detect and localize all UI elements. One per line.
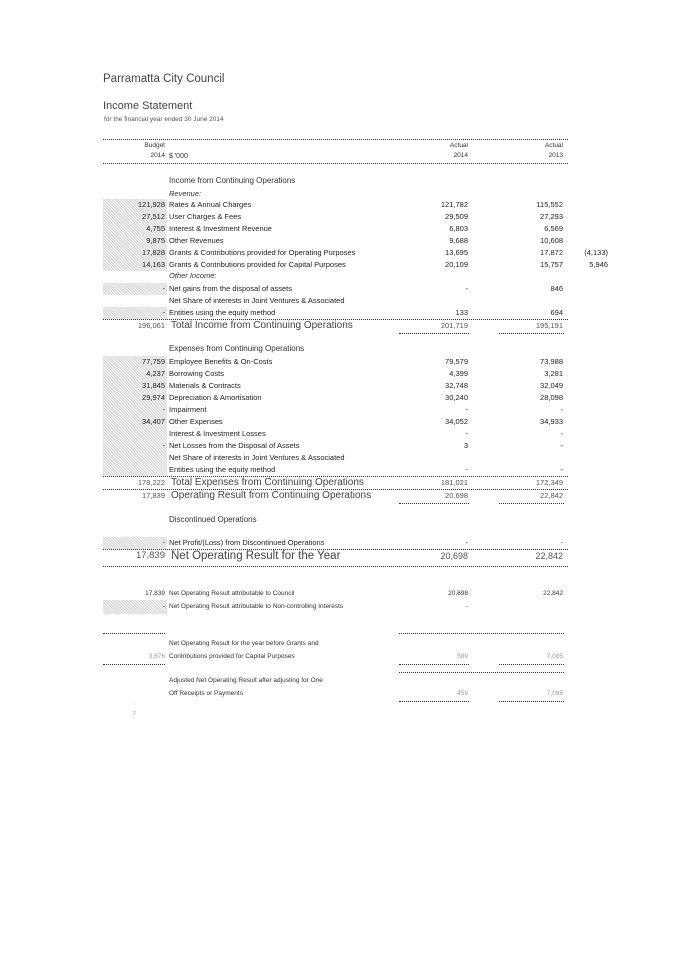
before-grants-row bbox=[103, 650, 573, 664]
statement-period: for the financial year ended 30 June 2014 bbox=[104, 116, 224, 123]
other-income-heading: Other Income: bbox=[169, 271, 217, 280]
actual-2014-header-line2: 2014 bbox=[453, 152, 468, 159]
budget-value: 17,839 bbox=[142, 491, 165, 500]
actual-2014-value: 13,695 bbox=[445, 248, 468, 257]
actual-2014-value: 20,109 bbox=[445, 260, 468, 269]
actual-2013-value: - bbox=[560, 429, 563, 438]
table-row bbox=[103, 428, 609, 440]
row-label: Net Share of interests in Joint Ventures & Associated bbox=[169, 453, 345, 462]
actual-2014-value: - bbox=[465, 465, 468, 474]
adjusted-row bbox=[103, 687, 573, 701]
actual-2013-value: 32,049 bbox=[540, 381, 563, 390]
actual-2014-value: 20,698 bbox=[440, 551, 468, 561]
budget-value: - bbox=[103, 404, 167, 416]
actual-2014-header bbox=[393, 142, 468, 159]
budget-value: 196,061 bbox=[137, 321, 165, 330]
discontinued-heading: Discontinued Operations bbox=[169, 515, 257, 524]
row-label: Net gains from the disposal of assets bbox=[169, 284, 292, 293]
budget-value: - bbox=[103, 440, 167, 452]
operating-result-row bbox=[103, 489, 609, 503]
adjusted-label-line1 bbox=[103, 674, 573, 688]
actual-2013-value: 22,842 bbox=[540, 491, 563, 500]
actual-2014-value: 30,240 bbox=[445, 393, 468, 402]
actual-2013-value: 22,842 bbox=[543, 590, 563, 597]
actual-2014-value: 459 bbox=[457, 690, 468, 697]
budget-value: - bbox=[103, 600, 167, 614]
table-row bbox=[103, 587, 573, 601]
actual-2014-value: 79,579 bbox=[445, 357, 468, 366]
budget-value: 17,839 bbox=[135, 550, 165, 561]
actual-2013-value: - bbox=[560, 441, 563, 450]
block-rule bbox=[499, 701, 564, 702]
table-row bbox=[103, 223, 609, 235]
budget-value bbox=[103, 295, 167, 307]
table-row bbox=[103, 283, 609, 295]
statement-title: Income Statement bbox=[103, 100, 193, 112]
budget-value: 9,875 bbox=[103, 235, 167, 247]
table-row bbox=[103, 247, 609, 259]
row-label: Net Operating Result for the year before Grants and bbox=[169, 640, 319, 647]
stray-mark: 2 bbox=[133, 711, 136, 717]
budget-value: 121,928 bbox=[103, 199, 167, 211]
row-label: Rates & Annual Charges bbox=[169, 200, 252, 209]
row-label: Net Operating Result attributable to Council bbox=[169, 590, 295, 597]
budget-header-line2: 2014 bbox=[150, 152, 165, 159]
actual-2013-header bbox=[493, 142, 563, 159]
actual-2013-value: - bbox=[560, 405, 563, 414]
actual-2013-value: 6,569 bbox=[544, 224, 563, 233]
budget-value: 3,676 bbox=[148, 653, 165, 660]
budget-value: 27,512 bbox=[103, 211, 167, 223]
stray-mark: , bbox=[133, 699, 135, 705]
row-label: Off Receipts or Payments bbox=[169, 690, 243, 697]
actual-2014-value: - bbox=[465, 405, 468, 414]
revenue-heading: Revenue: bbox=[169, 189, 202, 198]
row-label: Net Operating Result attributable to Non-controlling Interests bbox=[169, 603, 344, 610]
actual-2014-value: 589 bbox=[457, 653, 468, 660]
actual-2014-value: 20,698 bbox=[448, 590, 468, 597]
table-row bbox=[103, 235, 609, 247]
actual-2013-value: 17,872 bbox=[540, 248, 563, 257]
table-row bbox=[103, 356, 609, 368]
row-label: Interest & Investment Losses bbox=[169, 429, 266, 438]
block-rule bbox=[399, 672, 564, 673]
actual-2013-value: 3,281 bbox=[544, 369, 563, 378]
table-row bbox=[103, 259, 609, 271]
organisation-name: Parramatta City Council bbox=[103, 73, 225, 85]
actual-2013-value: 7,085 bbox=[546, 653, 563, 660]
table-row bbox=[103, 440, 609, 452]
budget-header bbox=[103, 142, 165, 159]
budget-value: 77,759 bbox=[103, 356, 167, 368]
row-label: Interest & Investment Revenue bbox=[169, 224, 272, 233]
budget-value: 14,163 bbox=[103, 259, 167, 271]
net-result-rule bbox=[103, 566, 568, 567]
table-row bbox=[103, 464, 609, 476]
row-label: Net Operating Result for the Year bbox=[171, 550, 341, 562]
table-row bbox=[103, 295, 609, 307]
row-label: Depreciation & Amortisation bbox=[169, 393, 262, 402]
row-label: Borrowing Costs bbox=[169, 369, 225, 378]
actual-2013-value: 694 bbox=[550, 308, 563, 317]
column-header-rule bbox=[103, 163, 568, 164]
row-label: Other Expenses bbox=[169, 417, 223, 426]
actual-2013-value: - bbox=[560, 465, 563, 474]
budget-value: 17,828 bbox=[103, 247, 167, 259]
row-label: Impairment bbox=[169, 405, 207, 414]
block-rule bbox=[103, 664, 165, 665]
actual-2014-header-line1: Actual bbox=[449, 142, 468, 149]
row-label: Grants & Contributions provided for Operating Purposes bbox=[169, 248, 356, 257]
table-row bbox=[103, 452, 609, 464]
budget-value: 29,974 bbox=[103, 392, 167, 404]
budget-value: 4,755 bbox=[103, 223, 167, 235]
net-result-row bbox=[103, 549, 609, 565]
row-label: Entities using the equity method bbox=[169, 308, 276, 317]
actual-2014-value: 3 bbox=[463, 441, 468, 450]
block-rule bbox=[399, 664, 469, 665]
adjustment-value: 5,946 bbox=[589, 260, 608, 269]
total-underline bbox=[499, 333, 564, 334]
budget-value: - bbox=[103, 537, 167, 549]
actual-2014-value: 9,688 bbox=[449, 236, 468, 245]
actual-2014-value: - bbox=[465, 538, 468, 547]
actual-2013-value: 846 bbox=[550, 284, 563, 293]
actual-2013-value: 7,098 bbox=[546, 690, 563, 697]
actual-2014-value: 34,052 bbox=[445, 417, 468, 426]
budget-value: 34,407 bbox=[103, 416, 167, 428]
actual-2013-value: 172,349 bbox=[535, 478, 563, 487]
table-row bbox=[103, 404, 609, 416]
table-row bbox=[103, 368, 609, 380]
row-label: Materials & Contracts bbox=[169, 381, 241, 390]
row-label: Total Income from Continuing Operations bbox=[171, 320, 353, 331]
before-grants-label-line1 bbox=[103, 637, 573, 651]
income-heading: Income from Continuing Operations bbox=[169, 176, 296, 185]
table-row bbox=[103, 199, 609, 211]
budget-header-line1: Budget bbox=[144, 142, 165, 149]
result-underline bbox=[499, 503, 564, 504]
actual-2013-value: 73,988 bbox=[540, 357, 563, 366]
actual-2014-value: 181,021 bbox=[440, 478, 468, 487]
actual-2014-value: - bbox=[465, 284, 468, 293]
adjustment-value: (4,133) bbox=[584, 248, 608, 257]
actual-2013-value: 34,933 bbox=[540, 417, 563, 426]
table-row bbox=[103, 537, 609, 549]
table-row bbox=[103, 600, 573, 614]
block-rule bbox=[399, 633, 564, 634]
total-income-row bbox=[103, 319, 609, 333]
budget-value bbox=[103, 428, 167, 440]
budget-value: 4,237 bbox=[103, 368, 167, 380]
table-row bbox=[103, 380, 609, 392]
row-label: Net Profit/(Loss) from Discontinued Operations bbox=[169, 538, 325, 547]
row-label: Entities using the equity method bbox=[169, 465, 276, 474]
row-label: Adjusted Net Operating Result after adjusting for One bbox=[169, 677, 323, 684]
budget-value bbox=[103, 464, 167, 476]
row-label: Total Expenses from Continuing Operations bbox=[171, 477, 364, 488]
row-label: Net Share of interests in Joint Ventures & Associated bbox=[169, 296, 345, 305]
actual-2013-value: 10,608 bbox=[540, 236, 563, 245]
table-row bbox=[103, 416, 609, 428]
row-label: Operating Result from Continuing Operations bbox=[171, 490, 372, 501]
actual-2014-value: 121,782 bbox=[440, 200, 468, 209]
block-rule bbox=[103, 633, 165, 634]
block-rule bbox=[399, 701, 469, 702]
actual-2013-value: - bbox=[560, 538, 563, 547]
row-label: Grants & Contributions provided for Capital Purposes bbox=[169, 260, 346, 269]
actual-2014-value: - bbox=[465, 429, 468, 438]
actual-2014-value: 201,719 bbox=[440, 321, 468, 330]
header-rule bbox=[103, 139, 568, 140]
total-expenses-row bbox=[103, 476, 609, 490]
actual-2014-value: 20,698 bbox=[445, 491, 468, 500]
actual-2013-value: 115,552 bbox=[536, 200, 563, 209]
actual-2013-value: 22,842 bbox=[535, 551, 563, 561]
actual-2014-value: 6,803 bbox=[449, 224, 468, 233]
budget-value: - bbox=[103, 283, 167, 295]
units-label: $ '000 bbox=[169, 153, 188, 160]
row-label: Employee Benefits & On-Costs bbox=[169, 357, 273, 366]
actual-2013-header-line2: 2013 bbox=[548, 152, 563, 159]
actual-2013-value: 27,293 bbox=[540, 212, 563, 221]
budget-value: 17,839 bbox=[145, 590, 165, 597]
row-label: Contributions provided for Capital Purposes bbox=[169, 653, 295, 660]
budget-value bbox=[103, 452, 167, 464]
actual-2014-value: 32,748 bbox=[445, 381, 468, 390]
budget-value: 31,845 bbox=[103, 380, 167, 392]
block-rule bbox=[499, 664, 564, 665]
total-underline bbox=[399, 333, 469, 334]
actual-2014-value: 133 bbox=[455, 308, 468, 317]
actual-2014-value: 4,399 bbox=[449, 369, 468, 378]
actual-2014-value: 29,509 bbox=[445, 212, 468, 221]
row-label: Net Losses from the Disposal of Assets bbox=[169, 441, 300, 450]
table-row bbox=[103, 392, 609, 404]
actual-2013-value: 28,098 bbox=[540, 393, 563, 402]
actual-2013-value: 195,191 bbox=[535, 321, 563, 330]
table-row bbox=[103, 211, 609, 223]
expenses-heading: Expenses from Continuing Operations bbox=[169, 344, 305, 353]
budget-value: 178,222 bbox=[137, 478, 165, 487]
actual-2014-value: - bbox=[465, 603, 468, 610]
actual-2013-value: 15,757 bbox=[540, 260, 563, 269]
row-label: User Charges & Fees bbox=[169, 212, 242, 221]
row-label: Other Revenues bbox=[169, 236, 224, 245]
result-underline bbox=[399, 503, 469, 504]
budget-value: - bbox=[103, 307, 167, 319]
actual-2013-header-line1: Actual bbox=[544, 142, 563, 149]
table-row bbox=[103, 307, 609, 319]
